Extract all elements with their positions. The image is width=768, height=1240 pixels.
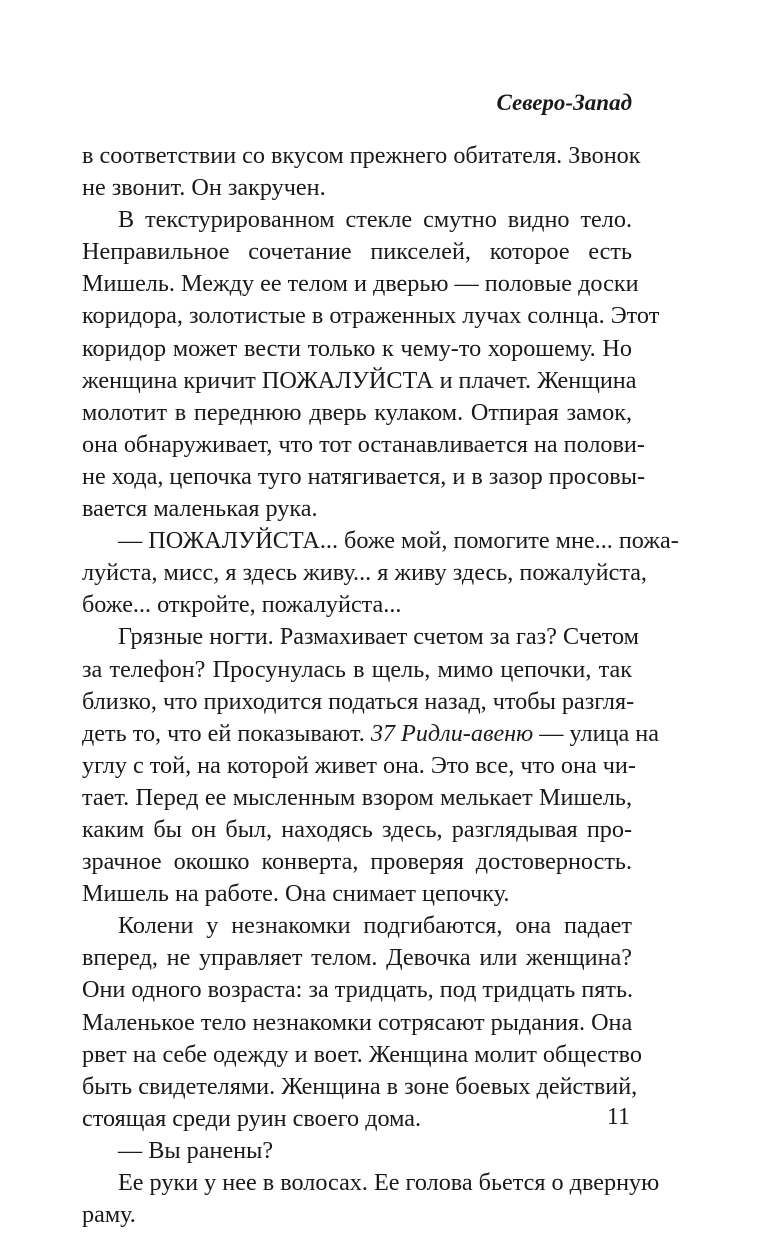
text-line: Ее руки у нее в волосах. Ее голова бьется о дверную — [118, 1169, 660, 1196]
text-line: вается маленькая рука. — [82, 495, 318, 523]
text-line — [82, 718, 659, 750]
text-line: в соответствии со вкусом прежнего обитателя. Звонок — [82, 142, 641, 169]
text-line: близко, что приходится податься назад, чтобы разгля- — [82, 687, 635, 715]
text-line: — Вы ранены? — [118, 1136, 274, 1164]
text-line: В текстурированном стекле смутно видно тело. — [118, 206, 632, 234]
text-line: Колени у незнакомки подгибаются, она падает — [118, 912, 632, 940]
text-line: раму. — [82, 1201, 136, 1229]
text-line: не звонит. Он закручен. — [82, 174, 326, 202]
page-number: 11 — [606, 1104, 630, 1130]
text-line: боже... откройте, пожалуйста... — [82, 591, 402, 619]
text-line: углу с той, на которой живет она. Это все, что она чи- — [82, 751, 636, 779]
address-italic: 37 Ридли-авеню — [370, 719, 534, 747]
text-line: быть свидетелями. Женщина в зоне боевых действий, — [82, 1072, 638, 1100]
text-line: коридора, золотистые в отраженных лучах солнца. Этот — [82, 302, 660, 330]
text-line: зрачное окошко конверта, проверяя достоверность. — [82, 848, 632, 876]
text-line: стоящая среди руин своего дома. — [82, 1104, 422, 1132]
text-segment: — улица на — [533, 719, 659, 747]
text-line: — ПОЖАЛУЙСТА... боже мой, помогите мне... пожа- — [118, 527, 679, 555]
text-line: она обнаруживает, что тот останавливается на полови- — [82, 430, 645, 458]
text-line: луйста, мисс, я здесь живу... я живу здесь, пожалуйста, — [82, 559, 647, 587]
text-line: вперед, не управляет телом. Девочка или женщина? — [82, 944, 632, 972]
text-line: Маленькое тело незнакомки сотрясают рыдания. Она — [82, 1008, 633, 1036]
text-line: за телефон? Просунулась в щель, мимо цепочки, так — [82, 655, 632, 683]
text-line: Они одного возраста: за тридцать, под тридцать пять. — [82, 976, 634, 1004]
text-line: женщина кричит ПОЖАЛУЙСТА и плачет. Женщина — [82, 366, 637, 394]
text-line: рвет на себе одежду и воет. Женщина молит общество — [82, 1040, 642, 1068]
text-line: не хода, цепочка туго натягивается, и в зазор просовы- — [82, 462, 646, 490]
text-line: каким бы он был, находясь здесь, разглядывая про- — [82, 815, 632, 843]
text-segment: деть то, что ей показывают. — [82, 719, 371, 747]
text-line: Грязные ногти. Размахивает счетом за газ? Счетом — [118, 623, 639, 651]
text-line: молотит в переднюю дверь кулаком. Отпирая замок, — [82, 398, 632, 426]
text-line: коридор может вести только к чему-то хорошему. Но — [82, 334, 632, 362]
text-line: тает. Перед ее мысленным взором мелькает Мишель, — [82, 783, 632, 811]
text-line: Мишель. Между ее телом и дверью — половые доски — [82, 270, 639, 298]
running-title: Северо-Запад — [496, 90, 632, 115]
text-line: Мишель на работе. Она снимает цепочку. — [82, 880, 510, 908]
text-line: Неправильное сочетание пикселей, которое есть — [82, 238, 632, 266]
body-text — [82, 140, 679, 1231]
